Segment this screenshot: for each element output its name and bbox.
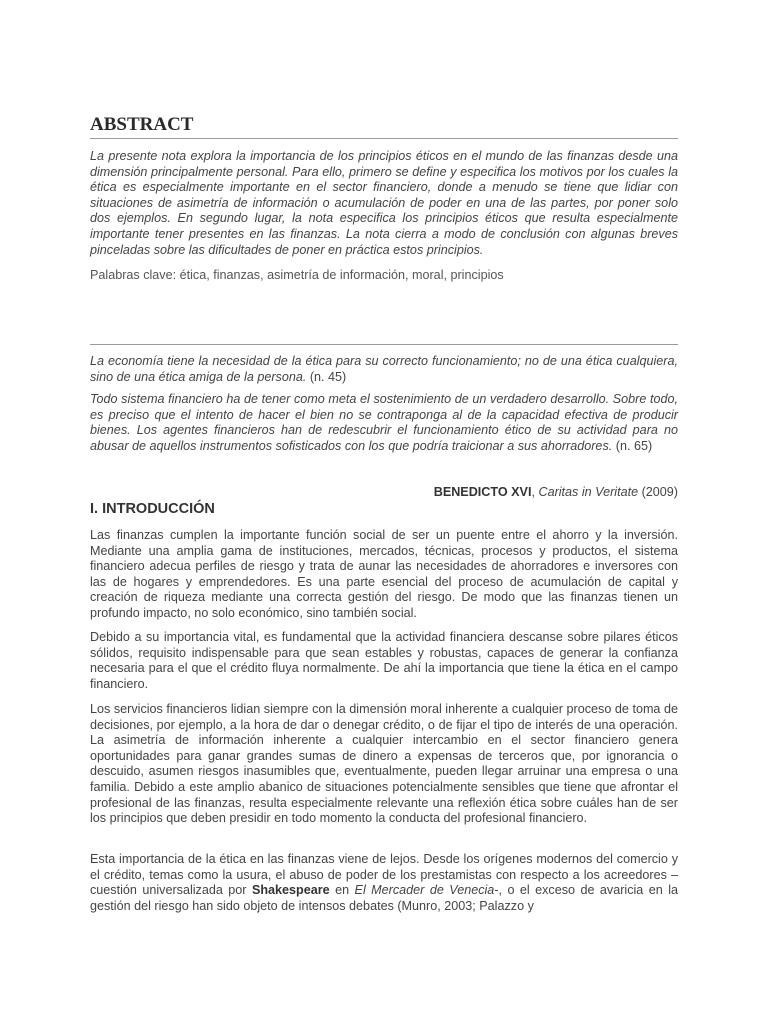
epigraph-quote-2 — [90, 392, 678, 454]
epigraph-quote-2-ref: (n. 65) — [612, 438, 653, 453]
section-heading: I. INTRODUCCIÓN — [90, 501, 215, 517]
paragraph-2: Debido a su importancia vital, es fundamental que la actividad financiera descanse sobre pilares éticos sólidos, requisito indispensable para que sean estables y robustas, capaces de generar la confianza necesaria para el que el crédito fluya normalmente. De ahí la importancia que tiene la ética en el campo financiero. — [90, 630, 678, 691]
paragraph-4-author: Shakespeare — [251, 883, 330, 898]
abstract-heading: ABSTRACT — [90, 114, 678, 139]
abstract-body: La presente nota explora la importancia de los principios éticos en el mundo de las finanzas desde una dimensión principalmente personal. Para ello, primero se define y especifica los motivos por los cuales la ética es especialmente importante en el sector financiero, donde a menudo se tiene que lidiar con situaciones de asimetría de información o acumulación de poder en una de las partes, por poner solo dos ejemplos. En segundo lugar, la nota especifica los principios éticos que resulta especialmente importante tener presentes en las finanzas. La nota cierra a modo de conclusión con algunas breves pinceladas sobre las dificultades de poner en práctica estos principios. — [90, 149, 678, 257]
paragraph-4-work: El Mercader de Venecia — [354, 883, 495, 898]
epigraph-quote-2-text: Todo sistema financiero ha de tener como meta el sostenimiento de un verdadero desarrollo. Sobre todo, es preciso que el intento de hacer el bien no se contraponga al de la capacidad efectiva de producir bienes. Los agentes financieros han de redescubrir el funcionamiento ético de su actividad para no abusar de aquellos instrumentos sofisticados con los que podría traicionar a sus ahorradores. — [90, 392, 678, 453]
epigraph-quote-1-text: La economía tiene la necesidad de la ética para su correcto funcionamiento; no de una ética cualquiera, sino de una ética amiga de la persona. — [90, 354, 678, 384]
keywords: Palabras clave: ética, finanzas, asimetría de información, moral, principios — [90, 268, 504, 282]
paragraph-4 — [90, 852, 678, 914]
epigraph-year: (2009) — [638, 485, 678, 499]
epigraph-separator: , — [531, 485, 539, 499]
epigraph-quote-1 — [90, 354, 678, 385]
paragraph-3: Los servicios financieros lidian siempre con la dimensión moral inherente a cualquier proceso de toma de decisiones, por ejemplo, a la hora de dar o denegar crédito, o de fijar el tipo de interés de una operación. La asimetría de información inherente a cualquier intercambio en el sector financiero genera oportunidades para ganar grandes sumas de dinero a expensas de terceros que, por ignorancia o descuido, asumen riesgos inasumibles que, eventualmente, pueden llegar arruinar una empresa o una familia. Debido a este amplio abanico de situaciones potencialmente sensibles que tiene que afrontar el profesional de las finanzas, resulta especialmente relevante una reflexión ética sobre cuáles han de ser los principios que deben presidir en todo momento la conducta del profesional financiero. — [90, 702, 678, 826]
epigraph-attribution — [90, 485, 678, 500]
section-divider — [90, 344, 678, 345]
paragraph-1: Las finanzas cumplen la importante función social de ser un puente entre el ahorro y la inversión. Mediante una amplia gama de instituciones, mercados, técnicas, procesos y productos, el sistema financiero adecua perfiles de riesgo y trata de aunar las necesidades de ahorradores e inversores con las de hogares y emprendedores. Es una parte esencial del proceso de acumulación de capital y creación de riqueza mediante una correcta gestión del riesgo. De modo que las finanzas tienen un profundo impacto, no solo económico, sino también social. — [90, 528, 678, 620]
epigraph-quote-1-ref: (n. 45) — [306, 369, 347, 384]
epigraph-work: Caritas in Veritate — [538, 485, 639, 499]
paragraph-4-text-b: en — [329, 883, 355, 898]
paragraph-4-text-c: -, o el exceso de avaricia en la gestión del riesgo han sido objeto de intensos debates (Munro, 2003; Palazzo y — [90, 883, 678, 913]
paragraph-4-text-a: Esta importancia de la ética en las finanzas viene de lejos. Desde los orígenes modernos del comercio y el crédito, temas como la usura, el abuso de poder de los prestamistas con respecto a los acreedores –cuestión universalizada por — [90, 852, 678, 898]
epigraph-author: BENEDICTO XVI — [433, 485, 532, 499]
